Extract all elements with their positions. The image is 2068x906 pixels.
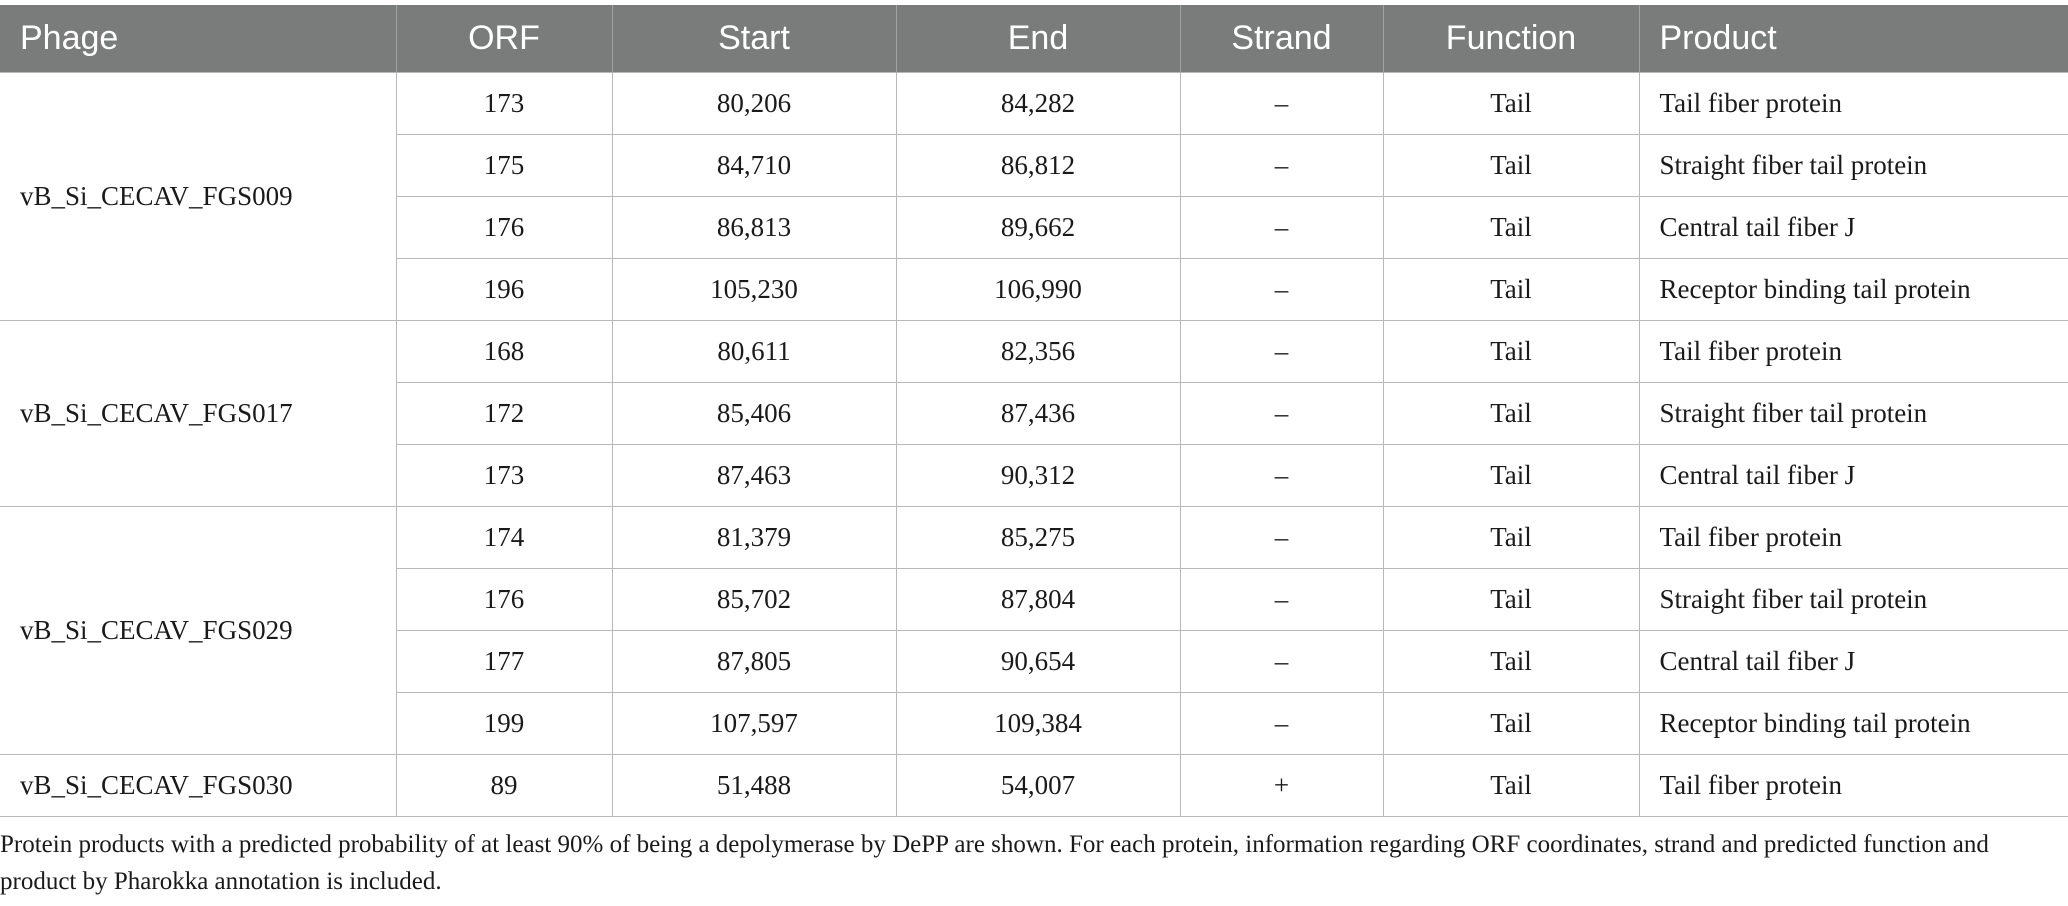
strand-cell: – <box>1180 569 1383 631</box>
orf-cell: 174 <box>396 507 612 569</box>
start-cell: 87,805 <box>612 631 896 693</box>
orf-cell: 177 <box>396 631 612 693</box>
start-cell: 81,379 <box>612 507 896 569</box>
function-cell: Tail <box>1383 569 1639 631</box>
function-cell: Tail <box>1383 507 1639 569</box>
product-cell: Straight fiber tail protein <box>1639 569 2068 631</box>
strand-cell: – <box>1180 321 1383 383</box>
header-strand: Strand <box>1180 5 1383 73</box>
strand-cell: – <box>1180 135 1383 197</box>
end-cell: 90,654 <box>896 631 1180 693</box>
product-cell: Tail fiber protein <box>1639 73 2068 135</box>
orf-cell: 168 <box>396 321 612 383</box>
end-cell: 87,436 <box>896 383 1180 445</box>
end-cell: 87,804 <box>896 569 1180 631</box>
product-cell: Straight fiber tail protein <box>1639 135 2068 197</box>
product-cell: Tail fiber protein <box>1639 321 2068 383</box>
table-row <box>0 755 2068 817</box>
end-cell: 85,275 <box>896 507 1180 569</box>
function-cell: Tail <box>1383 259 1639 321</box>
start-cell: 85,702 <box>612 569 896 631</box>
function-cell: Tail <box>1383 631 1639 693</box>
start-cell: 107,597 <box>612 693 896 755</box>
start-cell: 80,206 <box>612 73 896 135</box>
product-cell: Tail fiber protein <box>1639 755 2068 817</box>
orf-cell: 172 <box>396 383 612 445</box>
strand-cell: + <box>1180 755 1383 817</box>
phage-cell: vB_Si_CECAV_FGS029 <box>0 507 396 755</box>
header-function: Function <box>1383 5 1639 73</box>
end-cell: 84,282 <box>896 73 1180 135</box>
function-cell: Tail <box>1383 755 1639 817</box>
orf-cell: 173 <box>396 73 612 135</box>
header-product: Product <box>1639 5 2068 73</box>
orf-cell: 176 <box>396 569 612 631</box>
start-cell: 87,463 <box>612 445 896 507</box>
product-cell: Central tail fiber J <box>1639 445 2068 507</box>
product-cell: Receptor binding tail protein <box>1639 259 2068 321</box>
start-cell: 51,488 <box>612 755 896 817</box>
start-cell: 85,406 <box>612 383 896 445</box>
table-row <box>0 73 2068 135</box>
table-footnote: Protein products with a predicted probability of at least 90% of being a depolymerase by DePP are shown. For each protein, information regarding ORF coordinates, strand and predicted function and product by Pharokka annotation is included. <box>0 831 1989 895</box>
phage-cell: vB_Si_CECAV_FGS030 <box>0 755 396 817</box>
function-cell: Tail <box>1383 321 1639 383</box>
function-cell: Tail <box>1383 693 1639 755</box>
orf-cell: 175 <box>396 135 612 197</box>
start-cell: 80,611 <box>612 321 896 383</box>
table-header-row <box>0 5 2068 73</box>
product-cell: Central tail fiber J <box>1639 197 2068 259</box>
header-end: End <box>896 5 1180 73</box>
orf-cell: 199 <box>396 693 612 755</box>
end-cell: 86,812 <box>896 135 1180 197</box>
strand-cell: – <box>1180 259 1383 321</box>
strand-cell: – <box>1180 445 1383 507</box>
orf-cell: 173 <box>396 445 612 507</box>
strand-cell: – <box>1180 693 1383 755</box>
strand-cell: – <box>1180 73 1383 135</box>
table-row <box>0 321 2068 383</box>
orf-cell: 176 <box>396 197 612 259</box>
depolymerase-table <box>0 5 2068 817</box>
end-cell: 106,990 <box>896 259 1180 321</box>
function-cell: Tail <box>1383 445 1639 507</box>
start-cell: 86,813 <box>612 197 896 259</box>
product-cell: Receptor binding tail protein <box>1639 693 2068 755</box>
end-cell: 109,384 <box>896 693 1180 755</box>
header-start: Start <box>612 5 896 73</box>
strand-cell: – <box>1180 197 1383 259</box>
end-cell: 89,662 <box>896 197 1180 259</box>
product-cell: Tail fiber protein <box>1639 507 2068 569</box>
start-cell: 105,230 <box>612 259 896 321</box>
phage-cell: vB_Si_CECAV_FGS017 <box>0 321 396 507</box>
header-orf: ORF <box>396 5 612 73</box>
strand-cell: – <box>1180 631 1383 693</box>
orf-cell: 196 <box>396 259 612 321</box>
strand-cell: – <box>1180 383 1383 445</box>
function-cell: Tail <box>1383 135 1639 197</box>
orf-cell: 89 <box>396 755 612 817</box>
end-cell: 54,007 <box>896 755 1180 817</box>
function-cell: Tail <box>1383 383 1639 445</box>
product-cell: Straight fiber tail protein <box>1639 383 2068 445</box>
function-cell: Tail <box>1383 197 1639 259</box>
phage-cell: vB_Si_CECAV_FGS009 <box>0 73 396 321</box>
product-cell: Central tail fiber J <box>1639 631 2068 693</box>
end-cell: 82,356 <box>896 321 1180 383</box>
header-phage: Phage <box>0 5 396 73</box>
function-cell: Tail <box>1383 73 1639 135</box>
end-cell: 90,312 <box>896 445 1180 507</box>
table-row <box>0 507 2068 569</box>
strand-cell: – <box>1180 507 1383 569</box>
start-cell: 84,710 <box>612 135 896 197</box>
